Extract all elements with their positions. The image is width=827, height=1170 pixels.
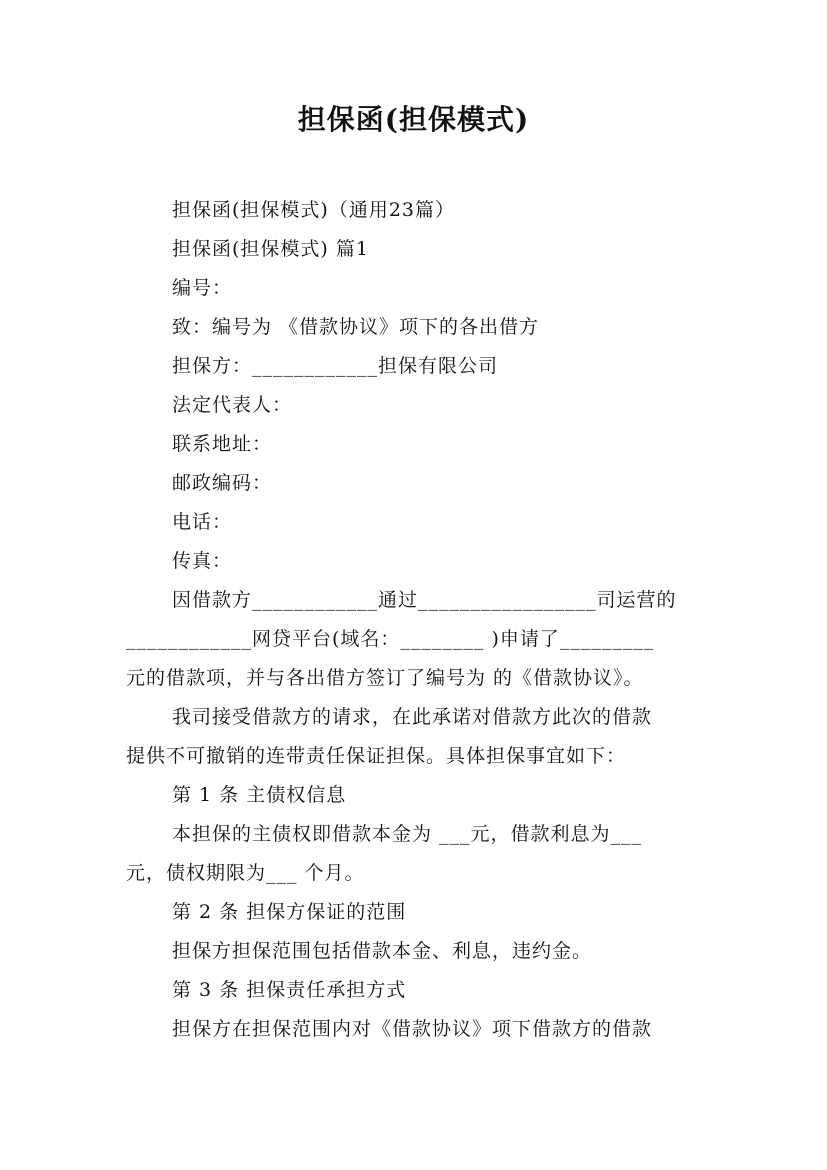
field-guarantor: 担保方：____________担保有限公司 [172,355,499,377]
field-legal-rep: 法定代表人： [172,394,293,416]
paragraph-line: 元，债权期限为___ 个月。 [126,862,365,884]
field-recipient: 致：编号为 《借款协议》项下的各出借方 [172,316,540,338]
article-heading: 第 3 条 担保责任承担方式 [172,979,407,1001]
paragraph-line: 提供不可撤销的连带责任保证担保。具体担保事宜如下： [126,745,627,767]
article-heading: 第 2 条 担保方保证的范围 [172,901,407,923]
subtitle-line: 担保函(担保模式)（通用23篇） [172,199,456,221]
paragraph-line: 元的借款项，并与各出借方签订了编号为 的《借款协议》。 [126,667,644,689]
paragraph-line: 本担保的主债权即借款本金为 ___元，借款利息为___ [172,823,643,845]
field-postcode: 邮政编码： [172,472,273,494]
section-heading: 担保函(担保模式) 篇1 [172,238,369,260]
paragraph-line: ____________网贷平台(域名：________ )申请了_________ [126,628,655,650]
paragraph-line: 担保方担保范围包括借款本金、利息，违约金。 [172,940,593,962]
paragraph-line: 我司接受借款方的请求，在此承诺对借款方此次的借款 [172,706,653,728]
field-address: 联系地址： [172,433,273,455]
paragraph-line: 担保方在担保范围内对《借款协议》项下借款方的借款 [172,1018,653,1040]
article-heading: 第 1 条 主债权信息 [172,784,347,806]
document-title: 担保函(担保模式) [297,103,530,136]
paragraph-line: 因借款方____________通过_________________司运营的 [172,589,677,611]
field-fax: 传真： [172,550,233,572]
field-phone: 电话： [172,511,233,533]
field-number: 编号： [172,277,233,299]
